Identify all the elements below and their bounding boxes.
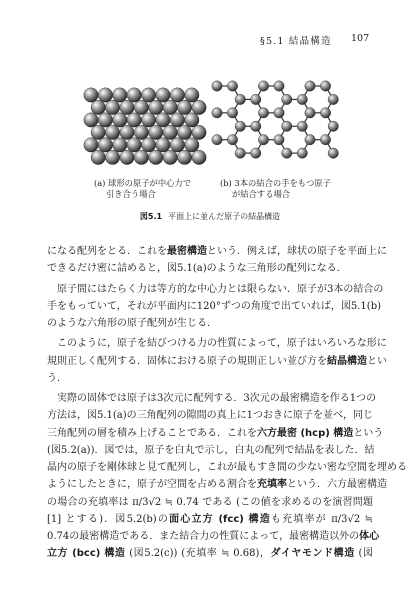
text-run: 三角配列の層を積み上げることである．これを bbox=[47, 427, 257, 439]
text-line: 方法は，図5.1(a)の三角配列の隙間の真上に1つおきに原子を並べ，同じ bbox=[47, 410, 374, 422]
atom-sphere bbox=[328, 121, 338, 131]
atom-sphere bbox=[84, 113, 98, 127]
atom-sphere bbox=[227, 81, 237, 91]
term-crystal-structure: 結晶構造 bbox=[327, 355, 367, 367]
atom-sphere bbox=[235, 148, 245, 158]
caption-a bbox=[94, 178, 191, 199]
atom-sphere bbox=[141, 138, 155, 152]
atom-sphere bbox=[156, 88, 170, 102]
atom-sphere bbox=[113, 88, 127, 102]
atom-sphere bbox=[235, 94, 245, 104]
atom-sphere bbox=[134, 100, 148, 114]
text-run: という．例えば，球状の原子を平面上に bbox=[207, 246, 387, 257]
atom-sphere bbox=[84, 138, 98, 152]
atom-sphere bbox=[127, 138, 141, 152]
atom-sphere bbox=[127, 113, 141, 127]
text-line: できるだけ密に詰めると，図5.1(a)のような三角形の配列になる． bbox=[47, 263, 347, 275]
atom-sphere bbox=[177, 150, 191, 164]
atom-sphere bbox=[149, 125, 163, 139]
text-line bbox=[47, 545, 373, 562]
atom-sphere bbox=[120, 100, 134, 114]
term-closest-packed: 最密構造 bbox=[167, 246, 207, 257]
atom-sphere bbox=[192, 100, 206, 114]
atom-sphere bbox=[91, 150, 105, 164]
section-header: §5.1 結晶構造 bbox=[260, 36, 332, 47]
figure-5-1 bbox=[80, 80, 350, 225]
figure-number: 図5.1 bbox=[139, 212, 163, 221]
atom-sphere bbox=[105, 150, 119, 164]
atom-sphere bbox=[251, 148, 261, 158]
atom-sphere bbox=[227, 134, 237, 144]
atom-sphere bbox=[305, 134, 315, 144]
text-run: になる配列をとる．これを bbox=[47, 246, 167, 257]
atom-sphere bbox=[105, 125, 119, 139]
figure-title bbox=[0, 211, 420, 222]
atom-sphere bbox=[258, 81, 268, 91]
atom-sphere bbox=[297, 94, 307, 104]
atom-sphere bbox=[163, 125, 177, 139]
atom-sphere bbox=[163, 100, 177, 114]
atom-sphere bbox=[105, 100, 119, 114]
atom-sphere bbox=[149, 150, 163, 164]
text-run: 規則正しく配列する．固体における原子の規則正しい並び方を bbox=[47, 355, 327, 367]
atom-sphere bbox=[282, 148, 292, 158]
atom-sphere bbox=[156, 138, 170, 152]
text-line bbox=[47, 243, 387, 260]
text-line: の場合の充填率は π/3√2 ≒ 0.74 である (この値を求めるのを演習問題 bbox=[47, 496, 373, 508]
atom-sphere bbox=[328, 94, 338, 104]
atom-sphere bbox=[227, 108, 237, 118]
text-line: う． bbox=[47, 372, 67, 384]
atom-sphere bbox=[91, 100, 105, 114]
atom-sphere bbox=[212, 108, 222, 118]
atom-sphere bbox=[258, 108, 268, 118]
atom-sphere bbox=[251, 121, 261, 131]
text-run: 0.74の最密構造である．また結合力の性質によって，最密構造以外の bbox=[47, 531, 360, 542]
atom-sphere bbox=[320, 134, 330, 144]
text-run: ようにしたときに，原子が空間を占める割合を bbox=[47, 479, 257, 491]
atom-sphere bbox=[282, 94, 292, 104]
atom-sphere bbox=[163, 150, 177, 164]
text-line bbox=[47, 425, 384, 442]
text-run: という．六方最密構造 bbox=[287, 479, 387, 491]
atom-sphere bbox=[170, 113, 184, 127]
atom-sphere bbox=[113, 138, 127, 152]
atom-sphere bbox=[170, 88, 184, 102]
text-line: のような六角形の原子配列が生じる． bbox=[47, 318, 217, 329]
atom-sphere bbox=[98, 88, 112, 102]
atom-sphere bbox=[156, 113, 170, 127]
atom-sphere bbox=[185, 138, 199, 152]
atom-sphere bbox=[297, 121, 307, 131]
atom-sphere bbox=[320, 108, 330, 118]
atom-sphere bbox=[127, 88, 141, 102]
text-run: (図 bbox=[354, 548, 373, 560]
atom-sphere bbox=[98, 138, 112, 152]
caption-b-line-1: (b) 3本の結合の手をもつ原子 bbox=[220, 178, 331, 188]
text-run: (図5.2(c)) (充填率 ≒ 0.68)， bbox=[125, 548, 271, 560]
atom-sphere bbox=[258, 134, 268, 144]
atom-sphere bbox=[185, 88, 199, 102]
page-number: 107 bbox=[351, 33, 370, 44]
figure-title-text: 平面上に並んだ原子の結晶構造 bbox=[168, 212, 281, 221]
text-line: このように，原子を結びつける力の性質によって，原子はいろいろな形に bbox=[57, 338, 387, 350]
text-run: とい bbox=[367, 355, 387, 367]
term-hcp: 六方最密 (hcp) 構造 bbox=[257, 427, 354, 439]
text-line: 原子間にはたらく力は等方的な中心力とは限らない．原子が3本の結合の bbox=[57, 283, 384, 295]
text-line: 手をもっていて，それが平面内に120°ずつの角度で出ていれば，図5.1(b) bbox=[47, 300, 381, 312]
atom-sphere bbox=[177, 100, 191, 114]
term-fcc: 面心立方 (fcc) 構造 bbox=[169, 513, 271, 525]
term-diamond: ダイヤモンド構造 bbox=[270, 548, 355, 560]
atom-sphere bbox=[305, 81, 315, 91]
atom-sphere bbox=[320, 81, 330, 91]
text-line bbox=[47, 511, 373, 528]
body-text bbox=[47, 243, 407, 563]
atom-sphere bbox=[274, 81, 284, 91]
atom-sphere bbox=[84, 88, 98, 102]
hexagonal-network bbox=[212, 81, 339, 159]
atom-sphere bbox=[282, 121, 292, 131]
figure-drawing bbox=[80, 80, 350, 180]
text-line: 実際の固体では原子は3次元に配列する．3次元の最密構造を作る1つの bbox=[57, 393, 377, 404]
close-packed-array bbox=[84, 88, 206, 165]
atom-sphere bbox=[98, 113, 112, 127]
caption-a-line-2: 引き合う場合 bbox=[106, 188, 156, 199]
term-bcc-start: 体心 bbox=[359, 531, 380, 542]
running-header bbox=[0, 33, 420, 47]
atom-sphere bbox=[235, 121, 245, 131]
atom-sphere bbox=[141, 88, 155, 102]
atom-sphere bbox=[305, 108, 315, 118]
term-packing-fraction: 充填率 bbox=[257, 479, 287, 491]
text-run: [1] とする)．図5.2(b)の bbox=[47, 513, 170, 525]
atom-sphere bbox=[120, 125, 134, 139]
text-line bbox=[47, 476, 387, 493]
atom-sphere bbox=[170, 138, 184, 152]
atom-sphere bbox=[134, 150, 148, 164]
text-line bbox=[47, 528, 380, 545]
atom-sphere bbox=[328, 148, 338, 158]
atom-sphere bbox=[91, 125, 105, 139]
atom-sphere bbox=[192, 150, 206, 164]
caption-b-line-2: が結合する場合 bbox=[232, 188, 291, 199]
text-run: も充填率が π/3√2 ≒ bbox=[270, 513, 373, 525]
atom-sphere bbox=[274, 108, 284, 118]
text-line bbox=[47, 353, 387, 370]
atom-sphere bbox=[141, 113, 155, 127]
caption-a-line-1: (a) 球形の原子が中心力で bbox=[94, 178, 192, 188]
atom-sphere bbox=[297, 148, 307, 158]
text-line: 晶内の原子を剛体球と見て配列し，これが最もすき間の少ない密な空間を埋める bbox=[47, 462, 407, 473]
atom-sphere bbox=[149, 100, 163, 114]
text-run: という bbox=[353, 427, 384, 439]
atom-sphere bbox=[185, 113, 199, 127]
atom-sphere bbox=[274, 134, 284, 144]
text-line: (図5.2(a))．図では，原子を白丸で示し，白丸の配列で結晶を表した．結 bbox=[47, 444, 375, 456]
atom-sphere bbox=[134, 125, 148, 139]
atom-sphere bbox=[113, 113, 127, 127]
atom-sphere bbox=[212, 134, 222, 144]
atom-sphere bbox=[192, 125, 206, 139]
atom-sphere bbox=[212, 81, 222, 91]
atom-sphere bbox=[251, 94, 261, 104]
atom-sphere bbox=[177, 125, 191, 139]
caption-b bbox=[220, 178, 331, 199]
atom-sphere bbox=[120, 150, 134, 164]
term-bcc-end: 立方 (bcc) 構造 bbox=[47, 548, 126, 560]
